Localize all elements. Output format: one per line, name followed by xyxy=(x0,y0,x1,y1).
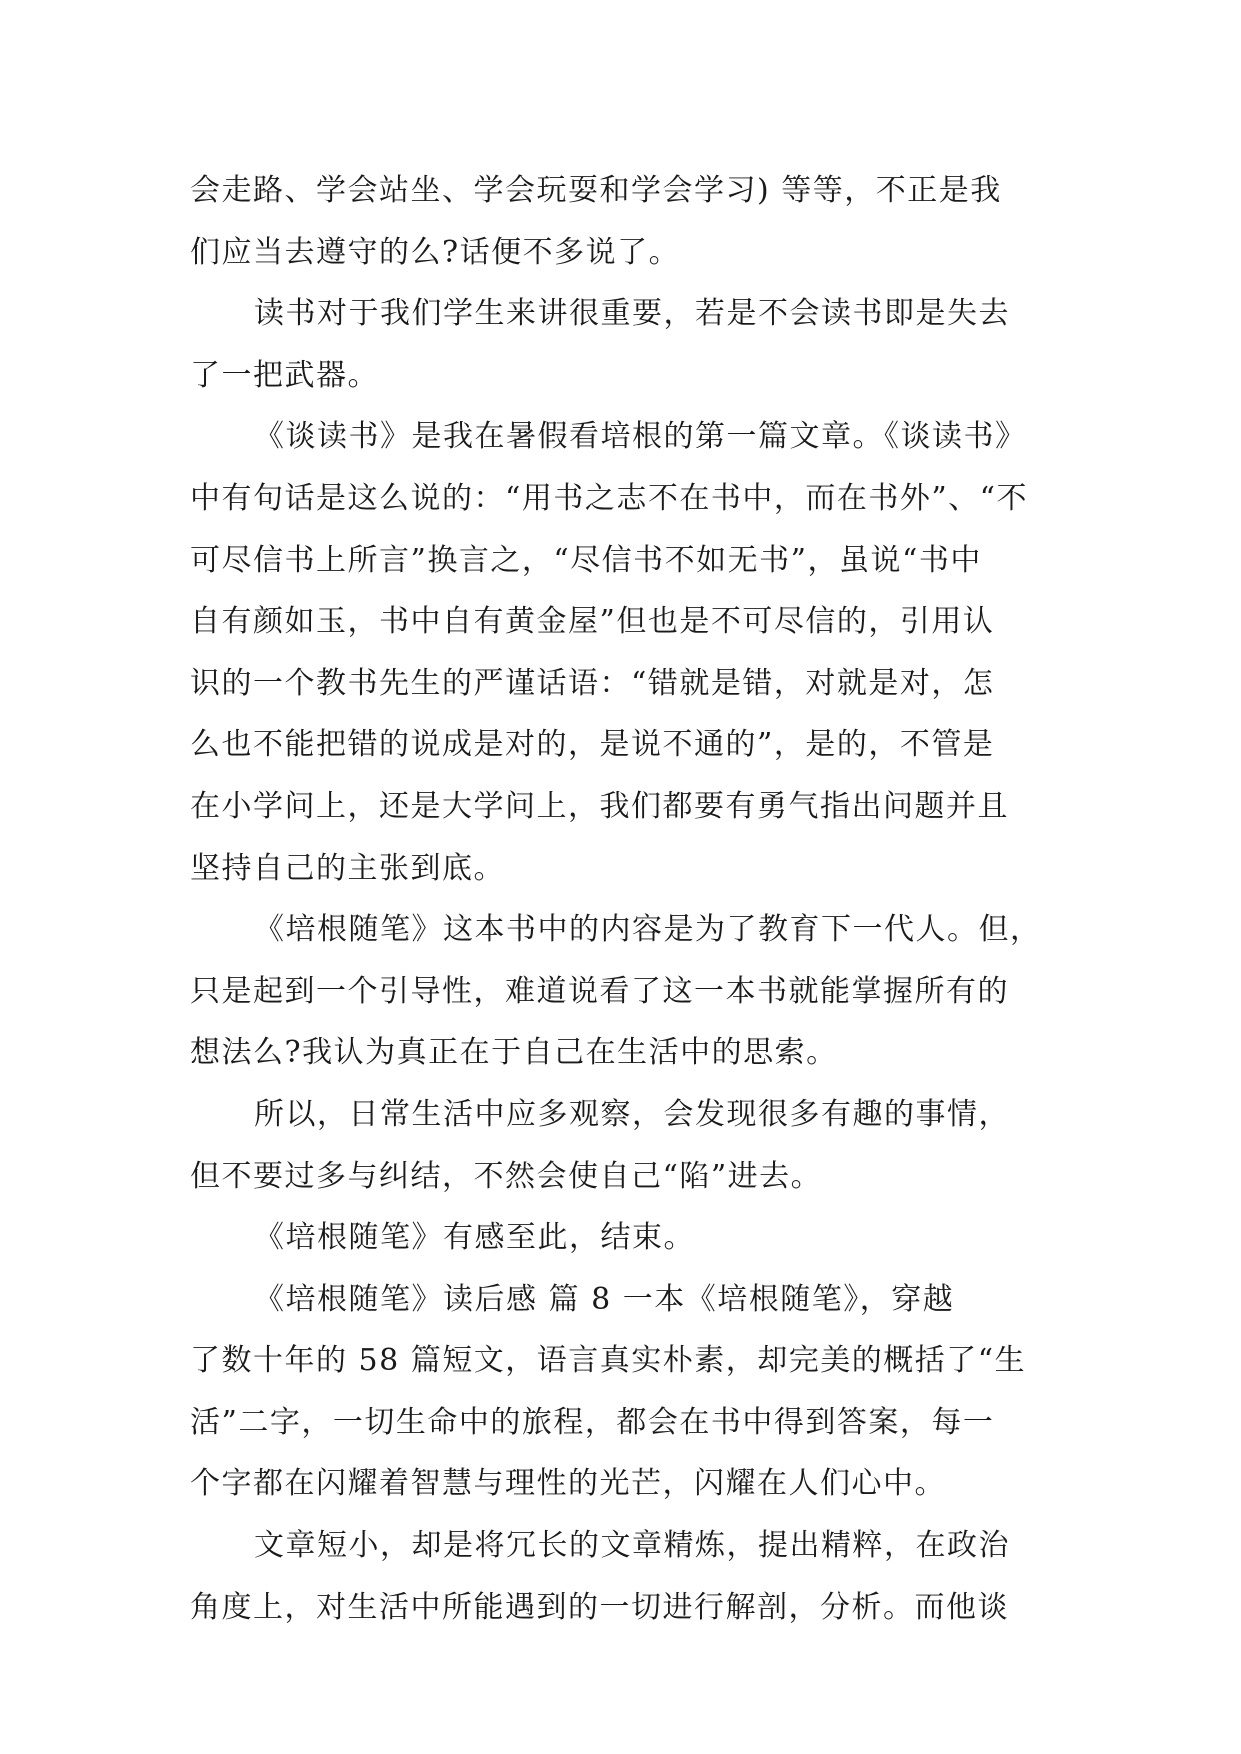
text-line: 角度上，对生活中所能遇到的一切进行解剖，分析。而他谈 xyxy=(190,1589,1009,1625)
text-line: 个字都在闪耀着智慧与理性的光芒，闪耀在人们心中。 xyxy=(190,1466,946,1502)
text-line: 了数十年的 58 篇短文，语言真实朴素，却完美的概括了“生 xyxy=(190,1343,1027,1379)
text-line: 但不要过多与纠结，不然会使自己“陷”进去。 xyxy=(190,1158,823,1194)
text-line: 么也不能把错的说成是对的，是说不通的”，是的，不管是 xyxy=(190,727,995,763)
text-line: 识的一个教书先生的严谨话语：“错就是错，对就是对，怎 xyxy=(190,665,995,701)
text-line: 文章短小，却是将冗长的文章精炼，提出精粹，在政治 xyxy=(254,1528,1010,1564)
text-line: 中有句话是这么说的：“用书之志不在书中，而在书外”、“不 xyxy=(190,480,1029,516)
text-line: 了一把武器。 xyxy=(190,357,379,393)
body-text xyxy=(190,160,1070,1638)
text-line: 坚持自己的主张到底。 xyxy=(190,850,505,886)
text-line: 可尽信书上所言”换言之，“尽信书不如无书”，虽说“书中 xyxy=(190,542,982,578)
text-line: 《培根随笔》有感至此，结束。 xyxy=(254,1220,695,1256)
text-line: 会走路、学会站坐、学会玩耍和学会学习) 等等，不正是我 xyxy=(190,173,1002,208)
text-line: 自有颜如玉，书中自有黄金屋”但也是不可尽信的，引用认 xyxy=(190,604,995,640)
text-line: 所以，日常生活中应多观察，会发现很多有趣的事情， xyxy=(254,1096,1010,1132)
text-line: 们应当去遵守的么?话便不多说了。 xyxy=(190,234,681,270)
text-line: 活”二字，一切生命中的旅程，都会在书中得到答案，每一 xyxy=(190,1404,995,1440)
text-line: 想法么?我认为真正在于自己在生活中的思索。 xyxy=(190,1035,838,1071)
text-line: 《培根随笔》这本书中的内容是为了教育下一代人。但， xyxy=(254,912,1042,948)
text-line: 读书对于我们学生来讲很重要，若是不会读书即是失去 xyxy=(254,296,1010,332)
text-line: 在小学问上，还是大学问上，我们都要有勇气指出问题并且 xyxy=(190,788,1009,824)
text-line: 《培根随笔》读后感 篇 8 一本《培根随笔》，穿越 xyxy=(254,1281,955,1317)
text-line: 只是起到一个引导性，难道说看了这一本书就能掌握所有的 xyxy=(190,973,1009,1009)
text-line: 《谈读书》是我在暑假看培根的第一篇文章。《谈读书》 xyxy=(254,419,1027,455)
